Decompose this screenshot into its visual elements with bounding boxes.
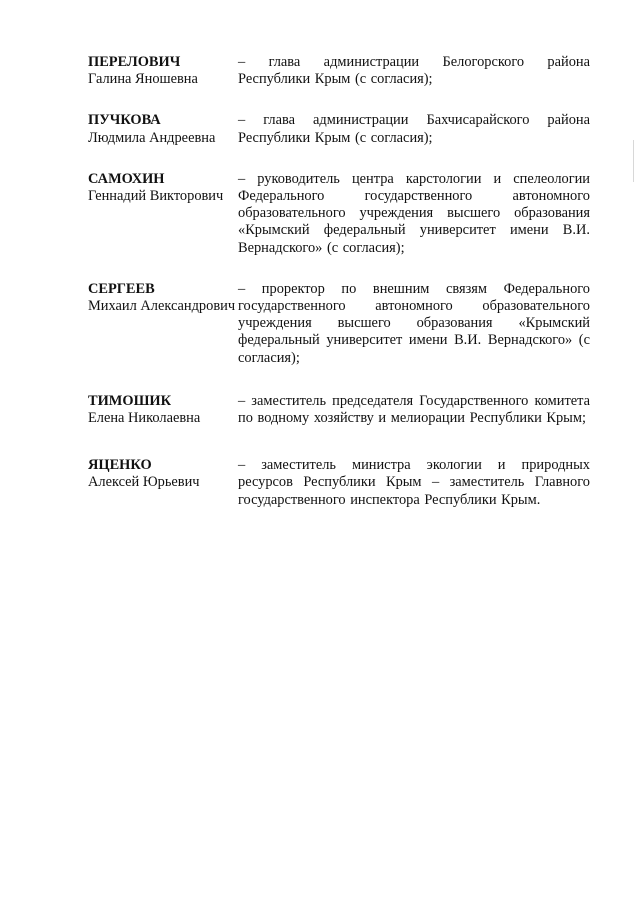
member-given-name: Елена Николаевна bbox=[88, 410, 201, 427]
member-surname: ТИМОШИК bbox=[88, 392, 171, 409]
member-surname: САМОХИН bbox=[88, 170, 165, 187]
member-role: – руководитель центра карстологии и спелеологии Федерального государственного автономного образовательного учреждения высшего образования «Крымский федеральный университет имени В.И. Вернадского» (с согласия); bbox=[238, 170, 590, 256]
member-surname: ПЕРЕЛОВИЧ bbox=[88, 54, 181, 70]
member-entry-puchkova bbox=[88, 112, 590, 146]
member-surname: ПУЧКОВА bbox=[88, 112, 161, 129]
member-name bbox=[88, 171, 238, 205]
member-entry-yatsenko bbox=[88, 457, 590, 509]
member-name bbox=[88, 457, 238, 491]
member-name bbox=[88, 112, 238, 146]
member-entry-samokhin bbox=[88, 171, 590, 257]
member-name bbox=[88, 393, 238, 427]
member-given-name: Алексей Юрьевич bbox=[88, 474, 200, 491]
member-given-name: Галина Яношевна bbox=[88, 71, 198, 88]
member-role: – заместитель министра экологии и природных ресурсов Республики Крым – заместитель Главного государственного инспектора Республики Крым. bbox=[238, 457, 590, 508]
member-surname: СЕРГЕЕВ bbox=[88, 280, 155, 297]
member-surname: ЯЦЕНКО bbox=[88, 457, 152, 474]
member-given-name: Геннадий Викторович bbox=[88, 188, 224, 205]
member-role: – глава администрации Бахчисарайского района Республики Крым (с согласия); bbox=[238, 112, 590, 146]
member-entry-perelovich bbox=[88, 54, 590, 88]
member-name bbox=[88, 281, 238, 315]
member-given-name: Людмила Андреевна bbox=[88, 129, 216, 146]
member-role: – заместитель председателя Государственного комитета по водному хозяйству и мелиорации Республики Крым; bbox=[238, 392, 590, 427]
member-list bbox=[88, 54, 590, 533]
scan-edge-mark bbox=[633, 140, 634, 182]
member-entry-timoshik bbox=[88, 393, 590, 427]
member-given-name: Михаил Александрович bbox=[88, 298, 236, 315]
member-entry-sergeev bbox=[88, 281, 590, 367]
member-role: – глава администрации Белогорского района Республики Крым (с согласия); bbox=[238, 54, 590, 88]
member-role: – проректор по внешним связям Федерального государственного автономного образовательного учреждения высшего образования «Крымский федеральный университет имени В.И. Вернадского» (с согласия); bbox=[238, 280, 590, 366]
member-name bbox=[88, 54, 238, 88]
